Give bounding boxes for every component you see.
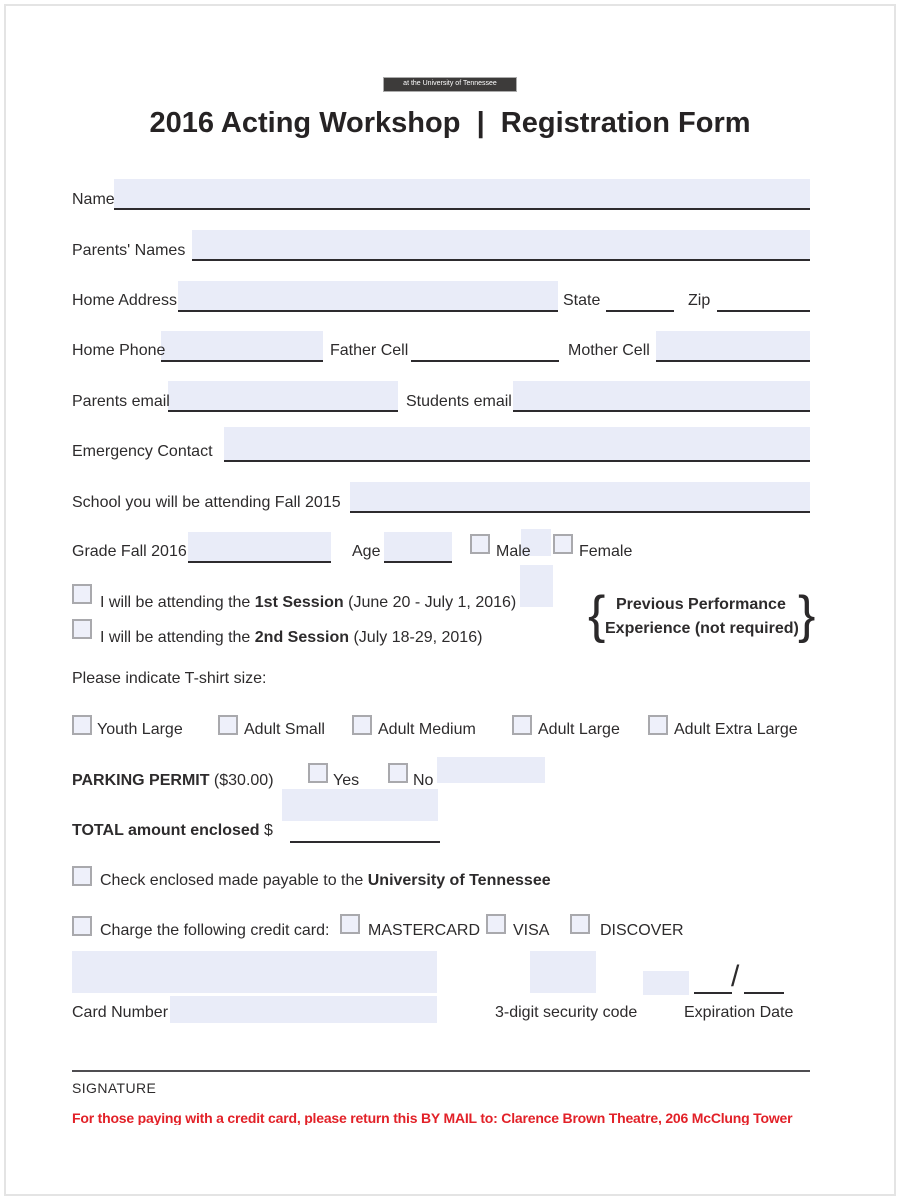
tshirt-option-label: Adult Small xyxy=(244,721,325,738)
home-address-field[interactable] xyxy=(178,281,558,312)
checkbox-tshirt-adult-medium[interactable] xyxy=(352,715,372,735)
checkbox-parking-yes[interactable] xyxy=(308,763,328,783)
highlight xyxy=(520,565,553,607)
checkbox-male[interactable] xyxy=(470,534,490,554)
session-2-bold: 2nd Session xyxy=(254,629,350,646)
checkbox-discover[interactable] xyxy=(570,914,590,934)
session-2-prefix: I will be attending the xyxy=(100,629,255,646)
checkbox-visa[interactable] xyxy=(486,914,506,934)
card-number-field[interactable] xyxy=(72,951,437,993)
right-brace: } xyxy=(798,586,816,644)
school-label: School you will be attending Fall 2015 xyxy=(72,494,341,511)
total-amount-field[interactable] xyxy=(290,812,440,843)
parents-email-label: Parents email xyxy=(72,393,170,410)
checkbox-tshirt-adult-small[interactable] xyxy=(218,715,238,735)
expiration-month-field[interactable] xyxy=(694,962,732,994)
session-2-suffix: (July 18-29, 2016) xyxy=(349,629,483,646)
expiration-slash: / xyxy=(731,960,740,993)
female-label: Female xyxy=(579,543,633,560)
session-1-bold: 1st Session xyxy=(254,594,344,611)
mother-cell-label: Mother Cell xyxy=(568,342,650,359)
parking-permit-price: ($30.00) xyxy=(209,772,274,789)
parents-names-label: Parents' Names xyxy=(72,242,186,259)
mother-cell-field[interactable] xyxy=(656,331,810,362)
total-bold: TOTAL amount enclosed xyxy=(72,822,260,839)
grade-label: Grade Fall 2016 xyxy=(72,543,187,560)
check-enclosed-label xyxy=(100,872,551,890)
checkbox-tshirt-youth-large[interactable] xyxy=(72,715,92,735)
students-email-field[interactable] xyxy=(513,381,810,412)
name-label: Name xyxy=(72,191,115,208)
male-label: Male xyxy=(496,543,531,560)
emergency-contact-label: Emergency Contact xyxy=(72,443,213,460)
security-code-label: 3-digit security code xyxy=(495,1004,638,1021)
check-enclosed-bold: University of Tennessee xyxy=(367,872,551,889)
logo-text: at the University of Tennessee xyxy=(403,80,497,87)
total-label xyxy=(72,822,273,840)
experience-note-line2: Experience (not required) xyxy=(605,620,799,637)
checkbox-check-enclosed[interactable] xyxy=(72,866,92,886)
state-field[interactable] xyxy=(606,281,674,312)
expiration-year-field[interactable] xyxy=(744,962,784,994)
father-cell-field[interactable] xyxy=(411,331,559,362)
university-logo xyxy=(383,77,517,92)
charge-card-label: Charge the following credit card: xyxy=(100,922,330,939)
students-email-label: Students email xyxy=(406,393,512,410)
checkbox-tshirt-adult-extra-large[interactable] xyxy=(648,715,668,735)
total-dollar: $ xyxy=(259,822,273,839)
father-cell-label: Father Cell xyxy=(330,342,409,359)
session-1-prefix: I will be attending the xyxy=(100,594,255,611)
checkbox-charge-card[interactable] xyxy=(72,916,92,936)
tshirt-option-label: Adult Medium xyxy=(378,721,476,738)
mastercard-label: MASTERCARD xyxy=(368,922,481,939)
tshirt-option-label: Adult Extra Large xyxy=(674,721,798,738)
home-phone-field[interactable] xyxy=(161,331,323,362)
checkbox-session-2[interactable] xyxy=(72,619,92,639)
session-1-label xyxy=(100,594,516,612)
checkbox-session-1[interactable] xyxy=(72,584,92,604)
age-label: Age xyxy=(352,543,381,560)
check-enclosed-prefix: Check enclosed made payable to the xyxy=(100,872,368,889)
checkbox-tshirt-adult-large[interactable] xyxy=(512,715,532,735)
session-1-suffix: (June 20 - July 1, 2016) xyxy=(343,594,517,611)
parking-no-label: No xyxy=(413,772,434,789)
highlight xyxy=(170,996,437,1023)
tshirt-option-label: Adult Large xyxy=(538,721,620,738)
signature-label: SIGNATURE xyxy=(72,1080,157,1096)
tshirt-prompt: Please indicate T-shirt size: xyxy=(72,670,267,687)
highlight xyxy=(437,757,545,783)
zip-label: Zip xyxy=(688,292,711,309)
name-field[interactable] xyxy=(114,179,810,210)
discover-label: DISCOVER xyxy=(600,922,684,939)
home-phone-label: Home Phone xyxy=(72,342,166,359)
checkbox-parking-no[interactable] xyxy=(388,763,408,783)
signature-field[interactable] xyxy=(72,1070,810,1072)
zip-field[interactable] xyxy=(717,281,810,312)
state-label: State xyxy=(563,292,601,309)
grade-field[interactable] xyxy=(188,532,331,563)
parking-yes-label: Yes xyxy=(333,772,360,789)
home-address-label: Home Address xyxy=(72,292,177,309)
checkbox-female[interactable] xyxy=(553,534,573,554)
mailing-notice xyxy=(72,1109,810,1125)
parking-permit-label xyxy=(72,772,274,790)
school-field[interactable] xyxy=(350,482,810,513)
emergency-contact-field[interactable] xyxy=(224,427,810,462)
parking-permit-bold: PARKING PERMIT xyxy=(72,772,210,789)
mailing-notice-text: For those paying with a credit card, please return this BY MAIL to: Clarence Brown Theatre, 206 McClung Tower xyxy=(72,1110,793,1125)
card-number-label: Card Number xyxy=(72,1004,169,1021)
checkbox-mastercard[interactable] xyxy=(340,914,360,934)
parents-names-field[interactable] xyxy=(192,230,810,261)
visa-label: VISA xyxy=(513,922,550,939)
left-brace: { xyxy=(588,586,606,644)
parents-email-field[interactable] xyxy=(168,381,398,412)
highlight xyxy=(643,971,689,995)
age-field[interactable] xyxy=(384,532,452,563)
session-2-label xyxy=(100,629,482,647)
security-code-field[interactable] xyxy=(530,951,596,993)
expiration-date-label: Expiration Date xyxy=(684,1004,794,1021)
page-title: 2016 Acting Workshop | Registration Form xyxy=(149,107,751,139)
experience-note-line1: Previous Performance xyxy=(616,596,786,613)
tshirt-option-label: Youth Large xyxy=(97,721,183,738)
